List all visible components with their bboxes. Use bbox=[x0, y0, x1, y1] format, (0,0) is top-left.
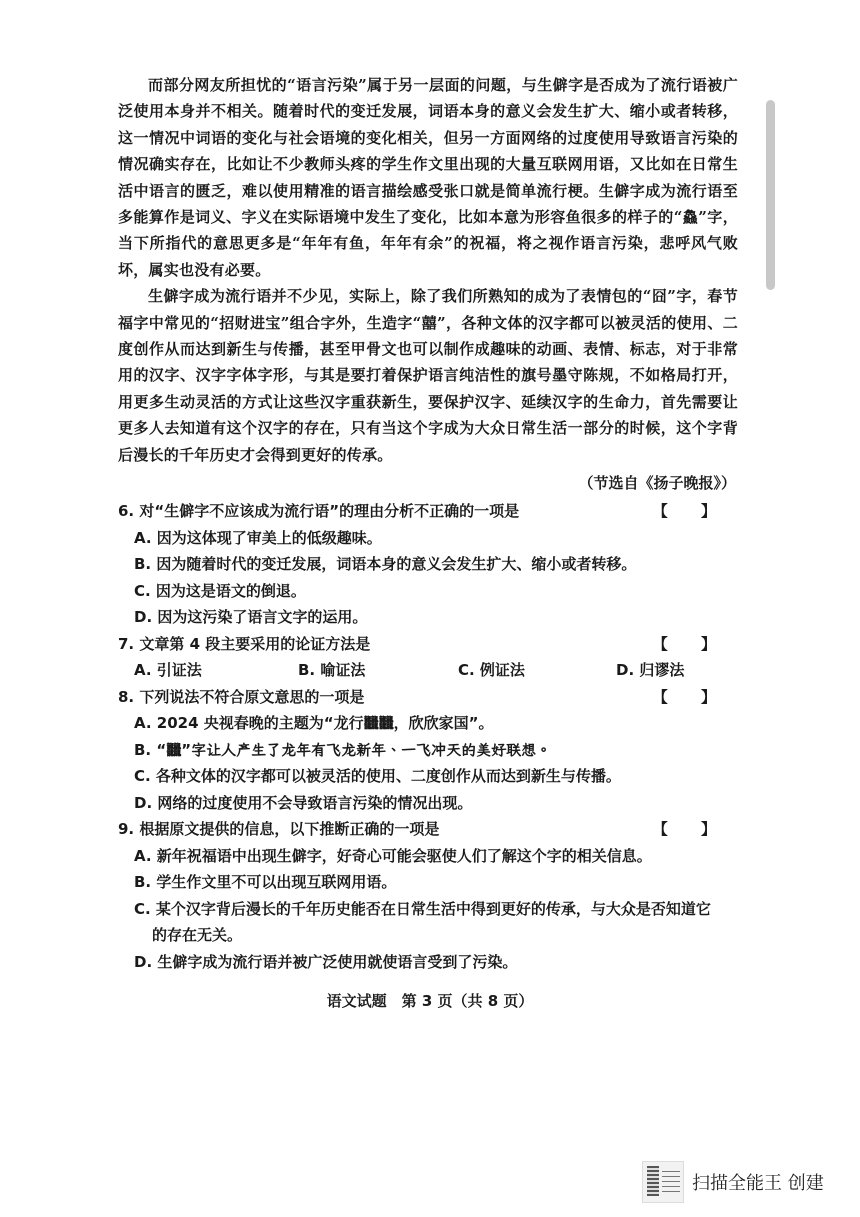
option-c: C. 例证法 bbox=[458, 661, 525, 679]
option-c: C. 各种文体的汉字都可以被灵活的使用、二度创作从而达到新生与传播。 bbox=[134, 767, 621, 785]
question-9 bbox=[118, 816, 738, 975]
option-b: B. “𪚥”字让人产生了龙年有飞龙新年、一飞冲天的美好联想。 bbox=[134, 740, 552, 759]
scanner-watermark bbox=[642, 1162, 824, 1202]
option-a: A. 2024 央视春晚的主题为“龙行𪚥𪚥，欣欣家国”。 bbox=[134, 714, 494, 732]
question-stem: 8. 下列说法不符合原文意思的一项是 bbox=[118, 687, 365, 706]
option-row bbox=[118, 657, 738, 684]
option-b: B. 喻证法 bbox=[298, 661, 366, 679]
question-stem: 7. 文章第 4 段主要采用的论证方法是 bbox=[118, 634, 371, 653]
reading-passage bbox=[118, 72, 738, 468]
option-a: A. 因为这体现了审美上的低级趣味。 bbox=[134, 528, 382, 547]
option-b: B. 学生作文里不可以出现互联网用语。 bbox=[134, 873, 397, 891]
question-8 bbox=[118, 684, 738, 817]
option-a: A. 引证法 bbox=[134, 661, 202, 679]
camscanner-logo-icon bbox=[642, 1161, 684, 1203]
scrollbar-thumb[interactable] bbox=[766, 100, 775, 290]
question-list bbox=[118, 498, 738, 975]
option-d: D. 因为这污染了语言文字的运用。 bbox=[134, 608, 368, 626]
passage-paragraph: 生僻字成为流行语并不少见，实际上，除了我们所熟知的成为了表情包的“囧”字，春节福字中常见的“招财进宝”组合字外，生造字“囍”，各种文体的汉字都可以被灵活的使用、二度创作从而达到新生与传播，甚至甲骨文也可以制作成趣味的动画、表情、标志，对于非常用的汉字、汉字字体字形，与其是要打着保护语言纯洁性的旗号墨守陈规，不如格局打开，用更多生动灵活的方式让这些汉字重获新生，要保护汉字、延续汉字的生命力，首先需要让更多人去知道有这个汉字的存在，只有当这个字成为大众日常生活一部分的时候，这个字背后漫长的千年历史才会得到更好的传承。 bbox=[118, 287, 738, 464]
passage-source: （节选自《扬子晚报》） bbox=[578, 474, 736, 492]
option-a: A. 新年祝福语中出现生僻字，好奇心可能会驱使人们了解这个字的相关信息。 bbox=[134, 846, 652, 865]
option-d: D. 网络的过度使用不会导致语言污染的情况出现。 bbox=[134, 793, 473, 812]
question-6 bbox=[118, 498, 738, 631]
answer-bracket: 【 】 bbox=[652, 634, 730, 653]
option-b: B. 因为随着时代的变迁发展，词语本身的意义会发生扩大、缩小或者转移。 bbox=[134, 555, 637, 573]
option-c: C. 因为这是语文的倒退。 bbox=[134, 581, 306, 600]
question-stem: 6. 对“生僻字不应该成为流行语”的理由分析不正确的一项是 bbox=[118, 502, 520, 520]
answer-bracket: 【 】 bbox=[652, 820, 730, 838]
question-stem: 9. 根据原文提供的信息，以下推断正确的一项是 bbox=[118, 820, 440, 838]
answer-bracket: 【 】 bbox=[652, 687, 730, 706]
answer-bracket: 【 】 bbox=[652, 502, 730, 520]
option-d: D. 生僻字成为流行语并被广泛使用就使语言受到了污染。 bbox=[134, 952, 518, 971]
page-footer: 语文试题 第 3 页（共 8 页） bbox=[326, 992, 534, 1010]
watermark-text: 扫描全能王 创建 bbox=[692, 1173, 824, 1194]
question-7 bbox=[118, 631, 738, 684]
faint-bleedthrough bbox=[580, 1110, 750, 1128]
passage-paragraph: 而部分网友所担忧的“语言污染”属于另一层面的问题，与生僻字是否成为了流行语被广泛使用本身并不相关。随着时代的变迁发展，词语本身的意义会发生扩大、缩小或者转移，这一情况中词语的变化与社会语境的变化相关，但另一方面网络的过度使用导致语言污染的情况确实存在，比如让不少教师头疼的学生作文里出现的大量互联网用语，又比如在日常生活中语言的匮乏，难以使用精准的语言描绘感受张口就是简单流行梗。生僻字成为流行语至 多能算作是词义、字义在实际语境中发生了变化，比如本意为形容鱼很多的样子的“鱻”字，当下所指代的意思更多是“年年有鱼，年年有余”的祝福，将之视作语言污染，悲呼风气败坏，属实也没有必要。 bbox=[118, 76, 738, 279]
option-c: C. 某个汉字背后漫长的千年历史能否在日常生活中得到更好的传承，与大众是否知道它 bbox=[134, 899, 711, 918]
option-d: D. 归谬法 bbox=[616, 661, 685, 679]
option-c-continued: 的存在无关。 bbox=[152, 926, 243, 944]
